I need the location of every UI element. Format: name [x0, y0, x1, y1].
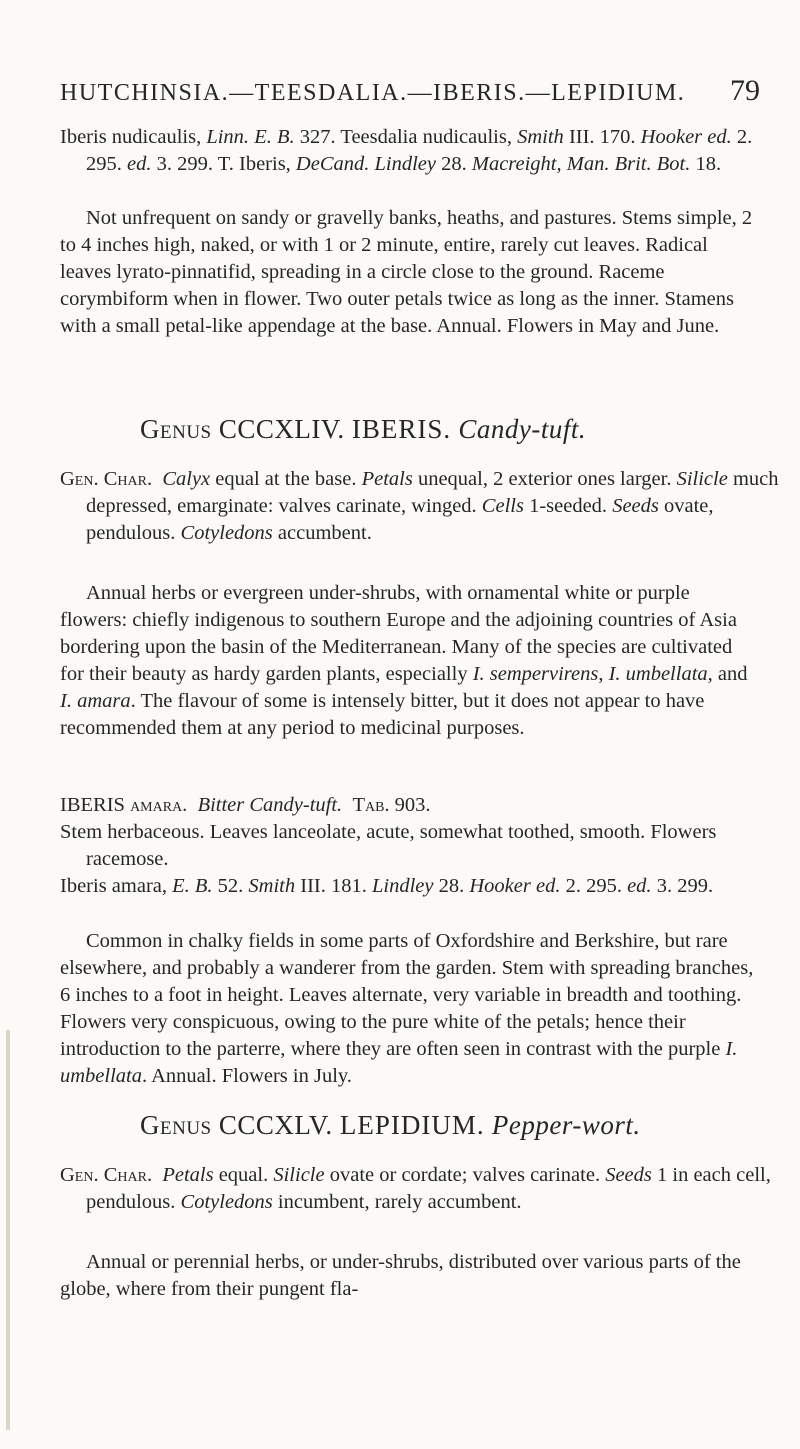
char-term: Silicle — [676, 468, 728, 490]
syn-text: 28. — [436, 153, 472, 175]
running-header — [60, 74, 760, 108]
habitat-text: Common in chalky fields in some parts of Oxfordshire and Berkshire, but rare elsewhere, and probably a wanderer from the garden. Stem with spreading branches, 6 inches to a foot in height. Leaves alternate, very variable in breadth and toothing. Flowers very conspicuous, owing to the pure white of the petals; hence their introduction to the parterre, where they are often seen in contrast with the purple — [60, 930, 754, 1060]
plate-reference: Tab. 903. — [352, 794, 431, 816]
iberis-amara-habitat — [60, 928, 760, 1090]
lepidium-description — [60, 1249, 760, 1303]
char-term: Cells — [481, 495, 524, 517]
genus-name: IBERIS. — [351, 414, 452, 444]
desc-text: Annual herbs or evergreen under-shrubs, with ornamental white or purple flowers: chiefly indigenous to southern Europe and the adjoining countries of Asia bordering upon the basin of the Mediterranean. Many of the species are cultivated for their beauty as hardy garden plants, especially — [60, 582, 737, 685]
syn-author: Smith — [517, 126, 564, 148]
syn-author: Linn. — [206, 126, 250, 148]
syn-author: Lindley — [371, 875, 434, 897]
char-text: 1 in each cell, pendulous. — [86, 1164, 771, 1213]
syn-text: Iberis nudicaulis, — [60, 126, 207, 148]
species-name: I. sempervirens — [472, 663, 599, 685]
species-name: I. amara — [60, 690, 131, 712]
species-name: I. umbellata — [608, 663, 708, 685]
lepidium-generic-character — [60, 1162, 786, 1216]
species-epithet: amara. — [130, 794, 188, 816]
syn-author: Lindley — [374, 153, 436, 175]
syn-text: 2. 295. — [86, 126, 753, 175]
syn-work: Hooker ed. — [469, 875, 561, 897]
gen-char-label: Gen. Char. — [60, 1164, 153, 1186]
page-number: 79 — [730, 74, 760, 107]
syn-text: 327. Teesdalia nudicaulis, — [294, 126, 518, 148]
char-text: equal. — [213, 1164, 274, 1186]
genus-name: LEPIDIUM. — [339, 1110, 485, 1140]
syn-text: 3. 299. — [651, 875, 714, 897]
species-genus: IBERIS — [60, 794, 125, 816]
char-text: accumbent. — [272, 522, 372, 544]
syn-work: Macreight, Man. Brit. Bot. — [471, 153, 691, 175]
char-text: incumbent, rarely accumbent. — [272, 1191, 522, 1213]
genus-heading-iberis — [140, 414, 586, 445]
char-term: Petals — [361, 468, 413, 490]
char-term: Cotyledons — [180, 522, 273, 544]
teesdalia-habitat — [60, 205, 760, 340]
page-edge-shadow — [6, 1030, 10, 1430]
desc-text: . The flavour of some is intensely bitter, but it does not appear to have recommended them at any period to medicinal purposes. — [60, 690, 705, 739]
syn-work: ed. — [627, 875, 652, 897]
char-term: Cotyledons — [180, 1191, 273, 1213]
syn-text: 2. 295. — [560, 875, 628, 897]
diagnosis-text: Stem herbaceous. Leaves lanceolate, acute, somewhat toothed, smooth. Flowers racemose. — [60, 821, 717, 870]
char-text: ovate or cordate; valves carinate. — [324, 1164, 606, 1186]
genus-heading-lepidium — [140, 1110, 641, 1141]
syn-work: E. B. — [172, 875, 213, 897]
syn-text: 28. — [433, 875, 470, 897]
char-term: Seeds — [612, 495, 659, 517]
char-text: unequal, 2 exterior ones larger. — [412, 468, 677, 490]
syn-work: Hooker ed. — [640, 126, 732, 148]
running-title: HUTCHINSIA.—TEESDALIA.—IBERIS.—LEPIDIUM. — [60, 80, 686, 106]
genus-common-name: Pepper-wort. — [491, 1110, 641, 1140]
teesdalia-synonymy — [60, 124, 786, 178]
char-term: Silicle — [273, 1164, 325, 1186]
syn-text: 18. — [690, 153, 722, 175]
syn-text: III. 181. — [295, 875, 372, 897]
char-term: Seeds — [605, 1164, 652, 1186]
syn-text: III. 170. — [563, 126, 641, 148]
species-common-name: Bitter Candy-tuft. — [197, 794, 343, 816]
species-name: I. umbellata — [60, 1038, 738, 1087]
syn-work: ed. — [127, 153, 152, 175]
desc-text: , and — [707, 663, 748, 685]
genus-common-name: Candy-tuft. — [458, 414, 587, 444]
desc-text: , — [598, 663, 609, 685]
syn-text: Iberis amara, — [60, 875, 173, 897]
syn-author: Smith — [248, 875, 296, 897]
char-text: much depressed, emarginate: valves carinate, winged. — [86, 468, 779, 517]
iberis-amara-diagnosis — [60, 819, 786, 873]
char-text: equal at the base. — [210, 468, 362, 490]
genus-number: Genus CCCXLIV. — [140, 414, 345, 444]
habitat-text: . Annual. Flowers in July. — [142, 1065, 352, 1087]
iberis-amara-heading — [60, 792, 760, 819]
syn-author: DeCand. — [295, 153, 370, 175]
char-term: Calyx — [162, 468, 211, 490]
char-text: ovate, pendulous. — [86, 495, 714, 544]
gen-char-label: Gen. Char. — [60, 468, 153, 490]
syn-work: E. B. — [254, 126, 295, 148]
syn-text: 3. 299. T. Iberis, — [151, 153, 296, 175]
char-term: Petals — [162, 1164, 214, 1186]
iberis-amara-synonymy — [60, 873, 786, 900]
iberis-description — [60, 580, 760, 742]
desc-text: Annual or perennial herbs, or under-shrubs, distributed over various parts of the globe, where from their pungent fla- — [60, 1251, 741, 1300]
iberis-generic-character — [60, 466, 786, 547]
syn-text: 52. — [212, 875, 249, 897]
habitat-text: Not unfrequent on sandy or gravelly banks, heaths, and pastures. Stems simple, 2 to 4 inches high, naked, or with 1 or 2 minute, entire, rarely cut leaves. Radical leaves lyrato-pinnatifid, spreading in a circle close to the ground. Raceme corymbiform when in flower. Two outer petals twice as long as the inner. Stamens with a small petal-like appendage at the base. Annual. Flowers in May and June. — [60, 207, 753, 337]
char-text: 1-seeded. — [523, 495, 613, 517]
genus-number: Genus CCCXLV. — [140, 1110, 333, 1140]
